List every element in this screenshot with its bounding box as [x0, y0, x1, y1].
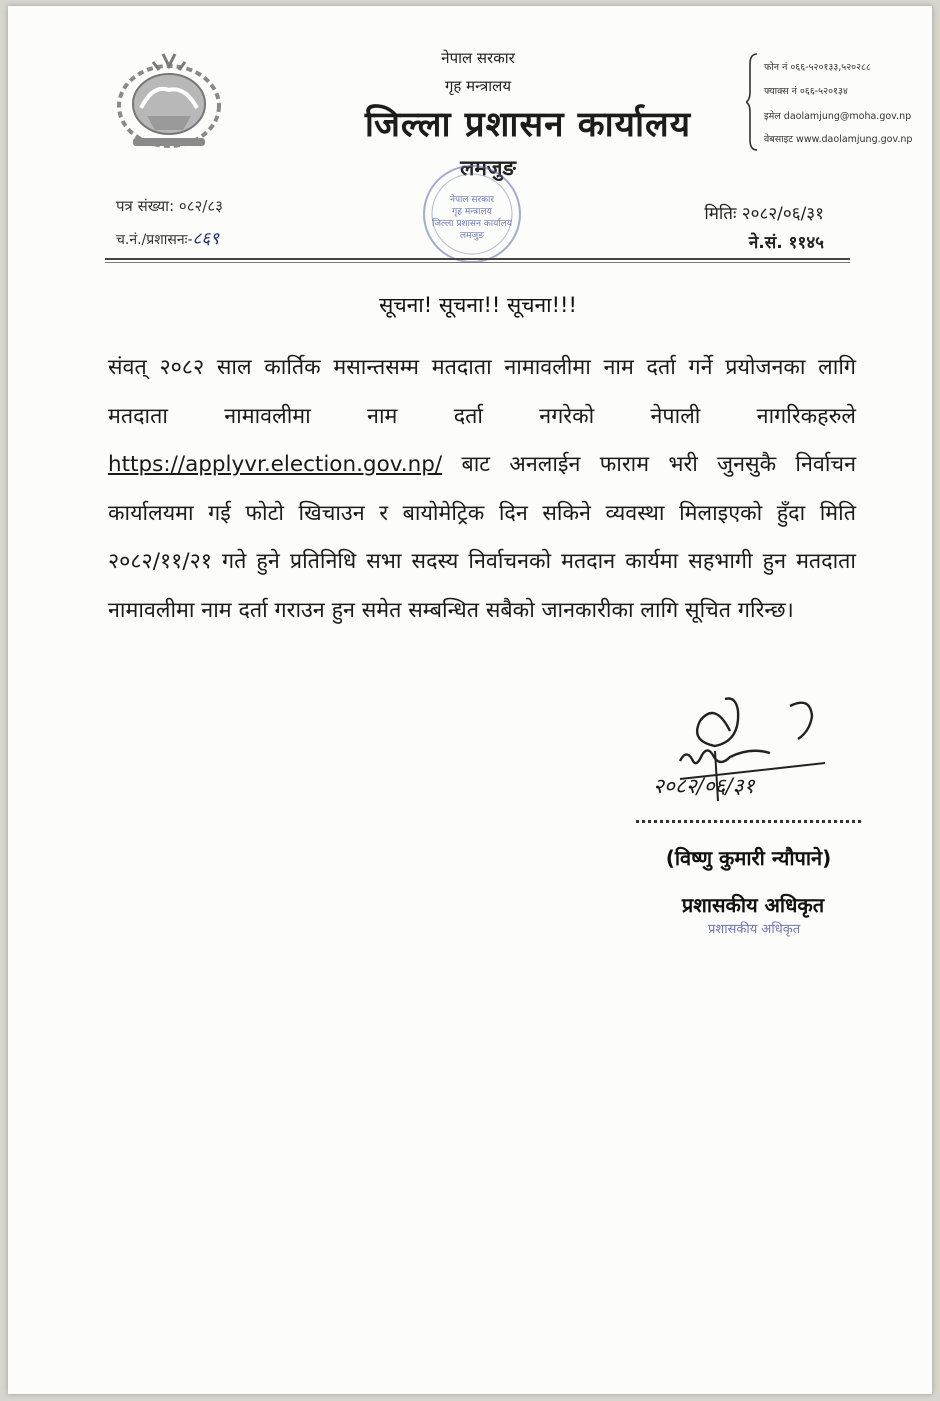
notice-title: सूचना! सूचना!! सूचना!!! — [379, 293, 577, 317]
contact-block — [746, 52, 936, 154]
seal-line-2: गृह मन्त्रालय — [452, 207, 492, 217]
post-stamp: प्रशासकीय अधिकृत — [708, 922, 801, 937]
dispatch-value: ८६९ — [192, 229, 220, 249]
dispatch-number — [116, 226, 219, 249]
contact-phone: फोन नं ०६६-५२०१३३,५२०२८८ — [764, 62, 871, 73]
header-divider-thin — [105, 262, 850, 263]
office-name: जिल्ला प्रशासन कार्यालय — [364, 105, 692, 145]
letter-number: पत्र संख्या: ०८२/८३ — [116, 197, 223, 215]
notice-body — [108, 344, 856, 635]
contact-website: वेबसाइट www.daolamjung.gov.np — [764, 134, 913, 145]
signature-date: २०८२/०६/३१ — [653, 774, 755, 798]
seal-line-4: लमजुङ — [460, 231, 484, 241]
dispatch-label: च.नं./प्रशासनः- — [116, 232, 193, 248]
signature-line — [636, 806, 861, 823]
notice-body-part-2: बाट अनलाईन फाराम भरी जुनसुकै निर्वाचन कार्यालयमा गई फोटो खिचाउन र बायोमेट्रिक दिन सकिने व्यवस्था मिलाइएको हुँदा मिति २०८२/११/२१ गते हुने प्रतिनिधि सभा सदस्य निर्वाचनको मतदान कार्यमा सहभागी हुन मतदाता नामावलीमा नाम दर्ता गराउन हुन समेत सम्बन्धित सबैको जानकारीका लागि सूचित गरिन्छ। — [108, 452, 856, 623]
registration-link[interactable]: https://applyvr.election.gov.np/ — [108, 452, 443, 477]
office-seal — [416, 162, 528, 266]
brace-icon — [746, 52, 758, 152]
government-name: नेपाल सरकार — [441, 49, 515, 67]
signatory-post: प्रशासकीय अधिकृत — [681, 893, 825, 917]
district-name: लमजुङ — [460, 156, 516, 180]
contact-fax: फ्याक्स नं ०६६-५२०१३४ — [764, 86, 848, 97]
letter-date: मितिः २०८२/०६/३१ — [704, 204, 824, 224]
notice-body-part-1: संवत् २०८२ साल कार्तिक मसान्तसम्म मतदाता नामावलीमा नाम दर्ता गर्ने प्रयोजनका लागि मतदाता नामावलीमा नाम दर्ता नगरेको नेपाली नागरिकहरुले — [108, 355, 856, 429]
seal-line-1: नेपाल सरकार — [449, 195, 495, 205]
nepal-government-emblem — [113, 46, 225, 152]
ministry-name: गृह मन्त्रालय — [444, 77, 512, 95]
header-divider — [105, 258, 850, 260]
notice-document — [8, 6, 932, 1394]
nepal-sambat: ने.सं. ११४५ — [748, 233, 824, 253]
seal-line-3: जिल्ला प्रशासन कार्यालय — [432, 219, 512, 229]
signatory-name: (विष्णु कुमारी न्यौपाने) — [665, 846, 832, 870]
contact-email: इमेल daolamjung@moha.gov.np — [764, 111, 912, 122]
